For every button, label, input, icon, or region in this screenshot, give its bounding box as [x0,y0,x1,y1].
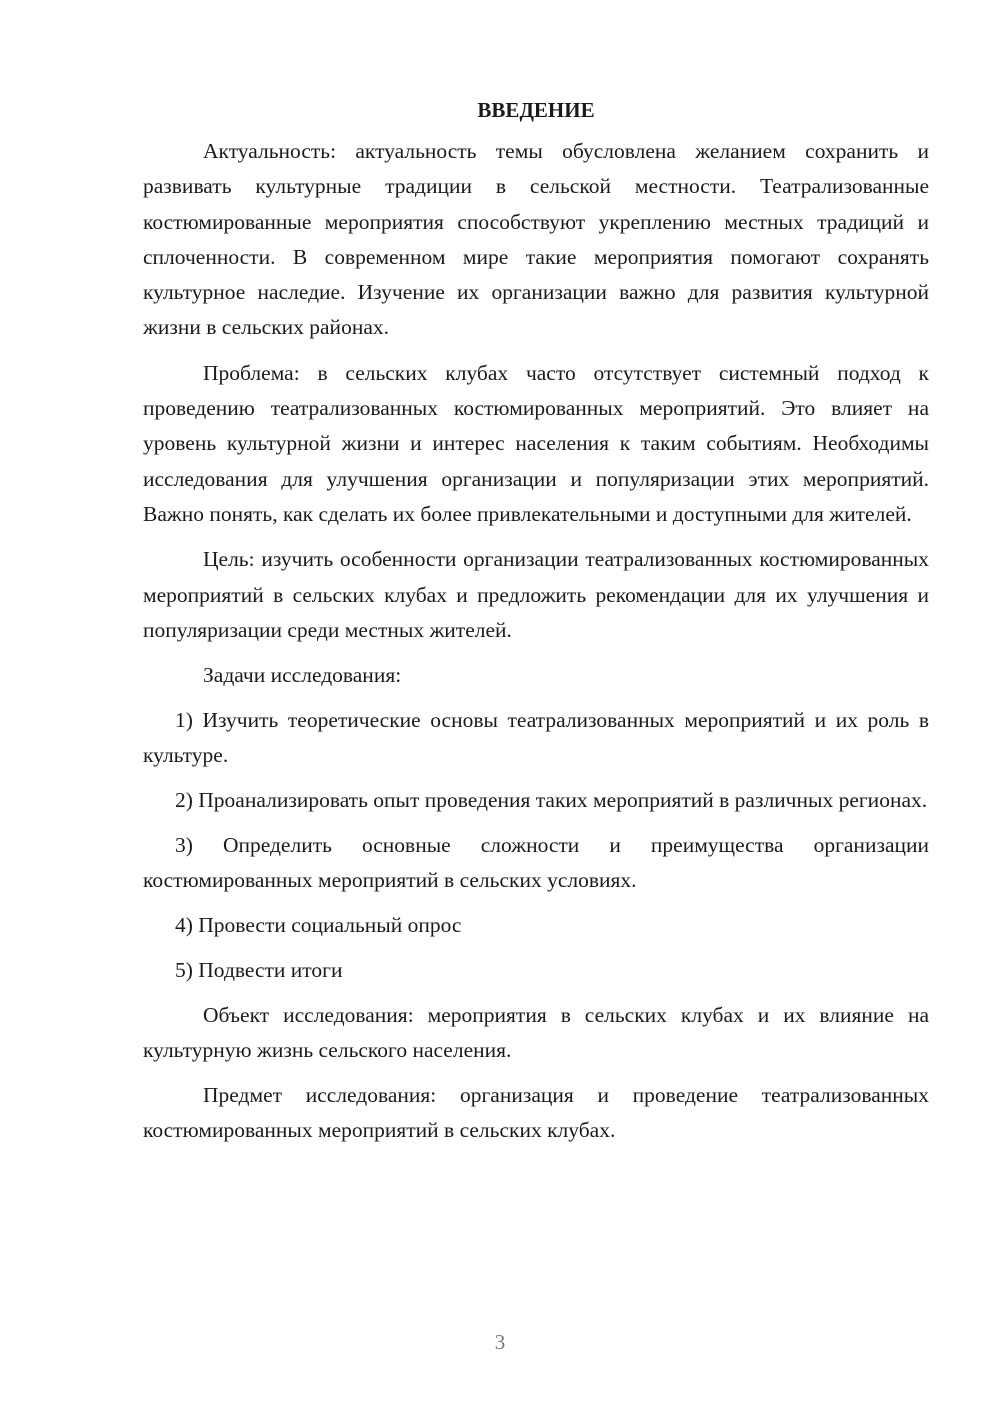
task-item-5: 5) Подвести итоги [175,957,343,982]
paragraph-object: Объект исследования: мероприятия в сельских клубах и их влияние на культурную жизнь сельского населения. [143,1002,929,1062]
page-number: 3 [494,1330,506,1354]
paragraph-subject: Предмет исследования: организация и проведение театрализованных костюмированных мероприятий в сельских клубах. [143,1082,929,1142]
document-page [143,93,929,1148]
tasks-heading: Задачи исследования: [203,663,402,688]
paragraph-relevance: Актуальность: актуальность темы обусловлена желанием сохранить и развивать культурные традиции в сельской местности. Театрализованные костюмированные мероприятия способствуют укреплению местных традиций и сплоченности. В современном мире такие мероприятия помогают сохранять культурное наследие. Изучение их организации важно для развития культурной жизни в сельских районах. [143,139,929,340]
task-item-4: 4) Провести социальный опрос [175,912,462,937]
paragraph-goal: Цель: изучить особенности организации театрализованных костюмированных мероприятий в сельских клубах и предложить рекомендации для их улучшения и популяризации среди местных жителей. [143,547,929,642]
task-item-3: 3) Определить основные сложности и преимущества организации костюмированных мероприятий в сельских условиях. [143,832,929,893]
task-item-2: 2) Проанализировать опыт проведения таких мероприятий в различных регионах. [175,788,928,813]
task-item-1: 1) Изучить теоретические основы театрализованных мероприятий и их роль в культуре. [143,707,929,768]
paragraph-problem: Проблема: в сельских клубах часто отсутствует системный подход к проведению театрализованных костюмированных мероприятий. Это влияет на уровень культурной жизни и интерес населения к таким событиям. Необходимы исследования для улучшения организации и популяризации этих мероприятий. Важно понять, как сделать их более привлекательными и доступными для жителей. [143,360,929,526]
section-title: ВВЕДЕНИЕ [477,98,595,122]
